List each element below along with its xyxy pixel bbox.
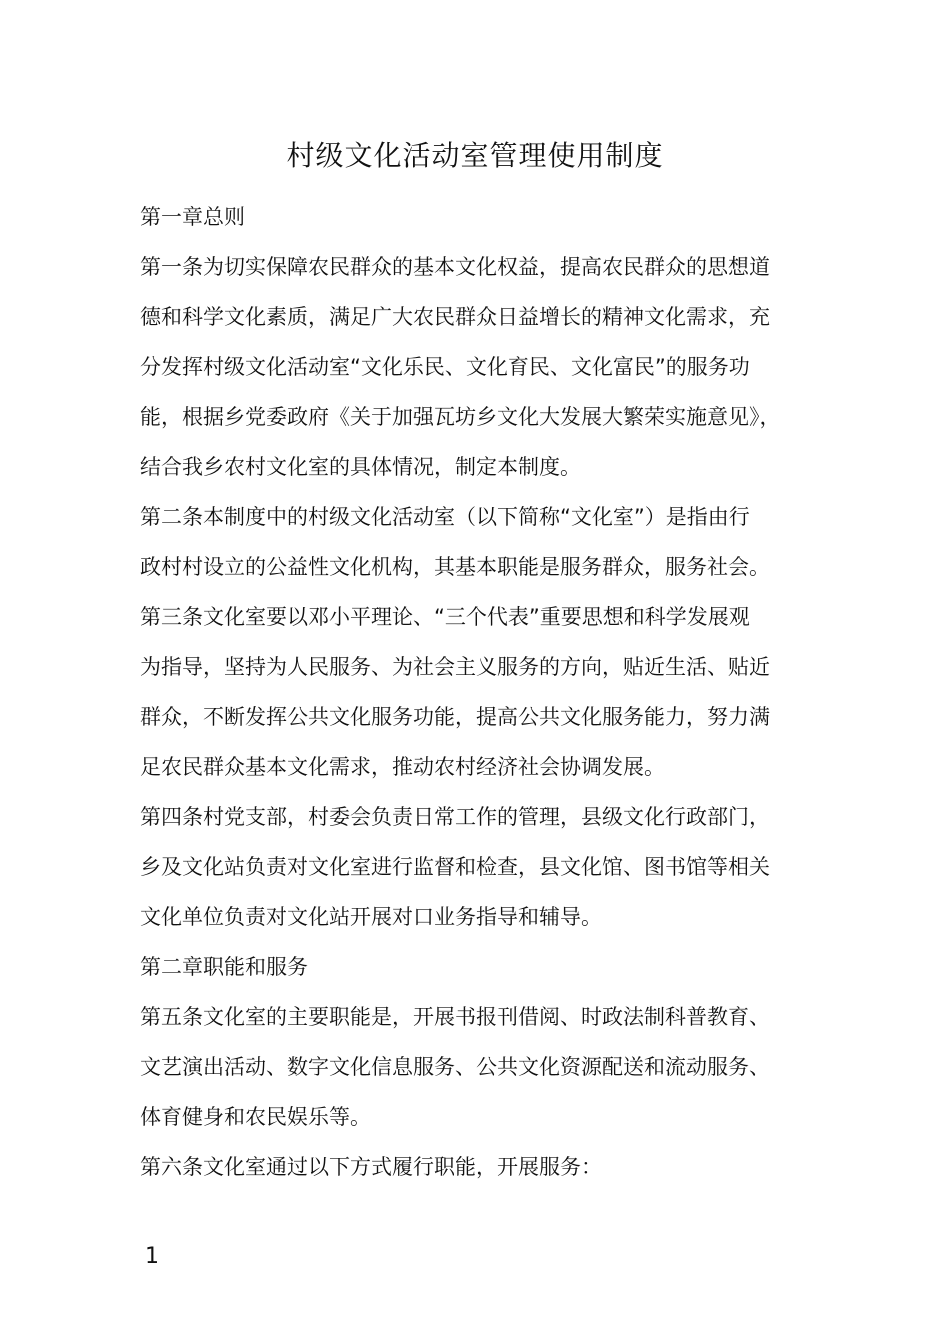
- text-line: 政村村设立的公益性文化机构，其基本职能是服务群众，服务社会。: [140, 555, 770, 579]
- text-line: 第四条村党支部，村委会负责日常工作的管理，县级文化行政部门，: [140, 805, 770, 829]
- text-line: 群众，不断发挥公共文化服务功能，提高公共文化服务能力，努力满: [140, 705, 770, 729]
- document-title: 村级文化活动室管理使用制度: [286, 139, 664, 172]
- text-line: 第六条文化室通过以下方式履行职能，开展服务：: [140, 1155, 602, 1179]
- text-line: 文化单位负责对文化站开展对口业务指导和辅导。: [140, 905, 602, 929]
- chapter-heading: 第二章职能和服务: [140, 955, 308, 979]
- text-line: 乡及文化站负责对文化室进行监督和检查，县文化馆、图书馆等相关: [140, 855, 770, 879]
- text-line: 第二条本制度中的村级文化活动室（以下简称“文化室”）是指由行: [140, 505, 750, 529]
- text-line: 分发挥村级文化活动室“文化乐民、文化育民、文化富民”的服务功: [140, 355, 750, 379]
- text-line: 第三条文化室要以邓小平理论、“三个代表”重要思想和科学发展观: [140, 605, 750, 629]
- text-line: 文艺演出活动、数字文化信息服务、公共文化资源配送和流动服务、: [140, 1055, 770, 1079]
- document-body: [140, 192, 830, 1192]
- text-line: 为指导，坚持为人民服务、为社会主义服务的方向，贴近生活、贴近: [140, 655, 770, 679]
- text-line: 体育健身和农民娱乐等。: [140, 1105, 371, 1129]
- text-line: 足农民群众基本文化需求，推动农村经济社会协调发展。: [140, 755, 665, 779]
- text-line: 能，根据乡党委政府《关于加强瓦坊乡文化大发展大繁荣实施意见》，: [140, 405, 781, 429]
- text-line: 第五条文化室的主要职能是，开展书报刊借阅、时政法制科普教育、: [140, 1005, 770, 1029]
- chapter-heading: 第一章总则: [140, 205, 245, 229]
- page-number: 1: [145, 1244, 159, 1269]
- text-line: 结合我乡农村文化室的具体情况，制定本制度。: [140, 455, 581, 479]
- text-line: 第一条为切实保障农民群众的基本文化权益，提高农民群众的思想道: [140, 255, 770, 279]
- text-line: 德和科学文化素质，满足广大农民群众日益增长的精神文化需求，充: [140, 305, 770, 329]
